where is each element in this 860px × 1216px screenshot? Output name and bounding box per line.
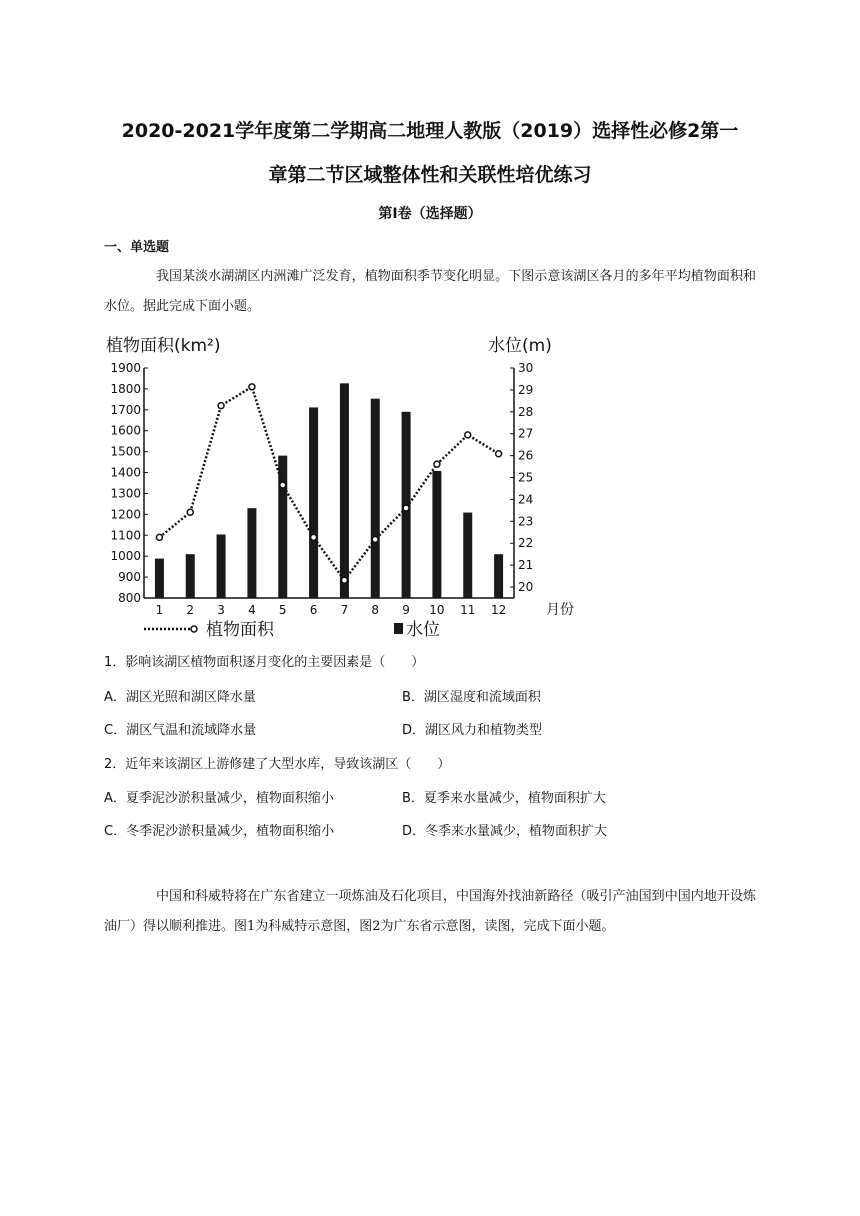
q2-option-c[interactable]: C．冬季泥沙淤积量减少，植物面积缩小: [104, 824, 335, 839]
q1-option-b[interactable]: B．湖区湿度和流域面积: [402, 690, 541, 705]
volume-heading: 第Ⅰ卷（选择题）: [378, 206, 482, 222]
water-level-bar: [217, 534, 226, 598]
left-tick-label: 1300: [110, 486, 141, 501]
vegetation-area-point: [280, 482, 286, 488]
x-tick-label: 5: [278, 603, 287, 617]
x-tick-label: 9: [402, 603, 410, 617]
right-tick-label: 25: [518, 470, 534, 485]
water-level-bars: [155, 383, 503, 598]
legend-water-label: 水位: [406, 620, 440, 640]
water-level-bar: [371, 399, 380, 598]
left-tick-label: 800: [118, 591, 141, 605]
x-tick-label: 11: [460, 603, 476, 617]
vegetation-area-point: [156, 534, 162, 540]
vegetation-area-point: [311, 534, 317, 540]
left-tick-label: 1500: [110, 444, 141, 459]
vegetation-area-point: [496, 451, 502, 457]
x-tick-label: 1: [155, 603, 164, 617]
legend-bar-swatch: [394, 623, 403, 634]
water-level-bar: [309, 407, 318, 598]
right-tick-label: 21: [518, 558, 534, 573]
vegetation-area-point: [372, 536, 378, 542]
vegetation-area-line: [156, 384, 501, 583]
x-tick-label: 12: [490, 603, 507, 617]
legend-marker-icon: [191, 626, 197, 632]
water-level-bar: [463, 513, 472, 598]
doc-title-line-1: 2020-2021学年度第二学期高二地理人教版（2019）选择性必修2第一: [121, 120, 739, 142]
water-level-bar: [494, 554, 503, 598]
left-tick-label: 1600: [110, 423, 141, 438]
water-level-bar: [340, 383, 349, 598]
x-tick-label: 2: [186, 603, 195, 617]
q1-option-a[interactable]: A．湖区光照和湖区降水量: [104, 690, 256, 705]
right-tick-label: 28: [518, 404, 534, 419]
x-tick-label: 8: [371, 603, 380, 617]
right-tick-label: 20: [518, 580, 534, 595]
q1-option-c[interactable]: C．湖区气温和流域降水量: [104, 723, 257, 738]
water-level-bar: [186, 554, 195, 598]
x-tick-label: 10: [429, 603, 445, 617]
vegetation-area-point: [187, 509, 193, 515]
right-tick-label: 29: [518, 382, 534, 397]
vegetation-area-point: [218, 403, 224, 409]
left-axis-label: 植物面积(km²): [106, 336, 221, 356]
water-level-bar: [155, 559, 164, 598]
q1-option-d[interactable]: D．湖区风力和植物类型: [402, 723, 543, 738]
x-axis-unit: 月份: [546, 602, 574, 618]
vegetation-area-point: [403, 505, 409, 511]
question-2-stem: 2．近年来该湖区上游修建了大型水库，导致该湖区（ ）: [104, 757, 451, 772]
left-tick-label: 1900: [110, 361, 141, 375]
section-heading: 一、单选题: [104, 240, 170, 255]
right-tick-label: 30: [518, 361, 534, 375]
intro-paragraph-1: 我国某淡水湖湖区内洲滩广泛发育，植物面积季节变化明显。下图示意该湖区各月的多年平均植物面积和水位。据此完成下面小题。: [104, 269, 756, 314]
water-level-bar: [247, 508, 256, 598]
right-tick-label: 27: [518, 426, 534, 441]
left-tick-label: 1800: [110, 381, 141, 396]
x-tick-label: 3: [217, 603, 225, 617]
x-tick-label: 7: [340, 603, 349, 617]
vegetation-area-point: [434, 461, 440, 467]
left-tick-label: 1200: [110, 507, 141, 522]
vegetation-area-point: [465, 432, 471, 438]
water-level-bar: [432, 471, 441, 598]
x-tick-label: 4: [248, 603, 256, 617]
right-tick-label: 24: [518, 492, 534, 507]
q2-option-d[interactable]: D．冬季来水量减少，植物面积扩大: [402, 824, 608, 839]
q2-option-a[interactable]: A．夏季泥沙淤积量减少，植物面积缩小: [104, 791, 334, 806]
right-tick-label: 22: [518, 536, 534, 551]
legend-vegetation-label: 植物面积: [206, 620, 274, 640]
intro-paragraph-2: 中国和科威特将在广东省建立一项炼油及石化项目，中国海外找油新路径（吸引产油国到中国内地开设炼油厂）得以顺利推进。图1为科威特示意图，图2为广东省示意图，读图，完成下面小题。: [104, 889, 756, 934]
vegetation-area-point: [341, 577, 347, 583]
right-tick-label: 26: [518, 448, 534, 463]
vegetation-area-polyline: [159, 387, 498, 580]
x-tick-label: 6: [309, 603, 318, 617]
vegetation-area-point: [249, 384, 255, 390]
doc-title-line-2: 章第二节区域整体性和关联性培优练习: [268, 164, 592, 186]
left-tick-label: 1700: [110, 402, 141, 417]
q2-option-b[interactable]: B．夏季来水量减少，植物面积扩大: [402, 791, 606, 806]
left-tick-label: 900: [118, 570, 141, 585]
right-tick-label: 23: [518, 514, 534, 529]
left-tick-label: 1000: [110, 549, 141, 564]
question-1-stem: 1．影响该湖区植物面积逐月变化的主要因素是（ ）: [104, 655, 425, 670]
chart-legend: [144, 620, 440, 640]
left-tick-label: 1100: [110, 528, 141, 543]
vegetation-water-level-chart: [104, 332, 574, 642]
right-axis-label: 水位(m): [488, 336, 552, 356]
left-tick-label: 1400: [110, 465, 141, 480]
